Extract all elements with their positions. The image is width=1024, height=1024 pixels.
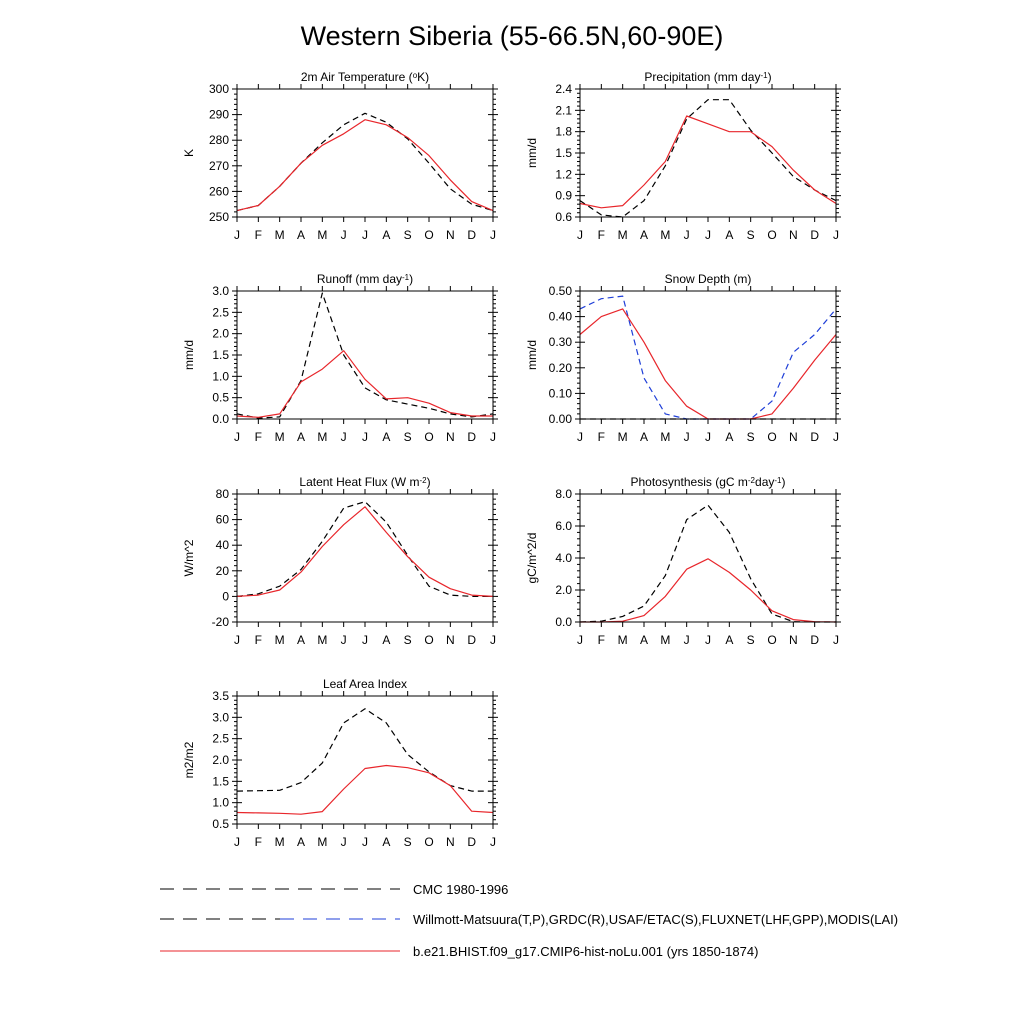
y-ticks-snow — [549, 284, 841, 426]
y-tick-label: 2.0 — [212, 326, 229, 341]
x-tick-label: S — [403, 835, 412, 849]
y-tick-label: 1.8 — [555, 124, 572, 139]
x-tick-label: J — [340, 228, 347, 242]
x-tick-label: M — [274, 633, 285, 647]
x-tick-label: F — [254, 633, 263, 647]
y-tick-label: 20 — [215, 563, 229, 578]
y-tick-label: 250 — [208, 210, 229, 224]
x-tick-label: N — [445, 835, 455, 849]
y-tick-label: 0 — [222, 589, 229, 604]
x-tick-label: N — [445, 228, 455, 242]
plot-frame-temp — [237, 89, 493, 217]
y-tick-label: 1.0 — [212, 795, 229, 810]
x-tick-label: M — [660, 633, 671, 647]
y-tick-label: 2.1 — [555, 103, 572, 118]
y-tick-label: 6.0 — [555, 519, 572, 533]
panel-title-precip: Precipitation (mm day-1) — [644, 70, 772, 84]
x-tick-label: M — [317, 430, 328, 444]
series-model-lai — [237, 766, 493, 815]
x-tick-label: J — [683, 430, 690, 444]
x-tick-label: D — [467, 430, 477, 444]
y-tick-label: 3.0 — [212, 710, 229, 725]
x-tick-label: N — [445, 633, 455, 647]
x-tick-label: F — [597, 430, 606, 444]
legend-label-cmc: CMC 1980-1996 — [413, 882, 509, 897]
y-tick-label: 1.5 — [212, 774, 229, 789]
panel-lai — [182, 677, 498, 849]
panels — [182, 70, 841, 849]
x-tick-label: J — [362, 430, 368, 444]
x-tick-label: J — [683, 633, 690, 647]
x-tick-label: J — [234, 633, 240, 647]
x-tick-label: F — [597, 633, 606, 647]
plot-frame-lai — [237, 696, 493, 824]
x-ticks-runoff — [234, 286, 496, 444]
series-model-temp — [237, 120, 493, 211]
x-tick-label: J — [340, 835, 347, 849]
y-tick-label: 0.5 — [212, 390, 229, 405]
x-tick-label: J — [490, 835, 496, 849]
x-tick-label: O — [424, 633, 434, 647]
x-tick-label: M — [274, 835, 285, 849]
legend — [160, 882, 898, 959]
series-obs-runoff — [237, 293, 493, 418]
panel-title-snow: Snow Depth (m) — [664, 272, 752, 286]
y-tick-label: 0.5 — [212, 817, 229, 831]
x-tick-label: J — [833, 633, 839, 647]
y-ticks-precip — [555, 82, 841, 224]
x-tick-label: M — [617, 430, 628, 444]
x-tick-label: N — [788, 228, 798, 242]
y-axis-label-lai: m2/m2 — [182, 741, 196, 779]
legend-label-obs: Willmott-Matsuura(T,P),GRDC(R),USAF/ETAC(S),FLUXNET(LHF,GPP),MODIS(LAI) — [413, 912, 899, 927]
y-tick-label: 0.30 — [548, 335, 572, 350]
y-tick-label: 3.5 — [212, 689, 229, 703]
x-tick-label: J — [705, 430, 711, 444]
y-ticks-temp — [209, 82, 498, 224]
series-model-lhf — [237, 507, 493, 597]
y-tick-label: 270 — [208, 158, 229, 173]
x-tick-label: F — [254, 430, 263, 444]
x-tick-label: A — [382, 430, 391, 444]
x-tick-label: J — [362, 633, 368, 647]
x-tick-label: M — [317, 633, 328, 647]
x-tick-label: J — [490, 430, 496, 444]
x-ticks-temp — [234, 84, 496, 242]
x-tick-label: F — [597, 228, 606, 242]
x-tick-label: A — [725, 228, 734, 242]
y-axis-label-snow: mm/d — [525, 340, 539, 370]
panel-runoff — [182, 272, 498, 444]
x-tick-label: M — [274, 228, 285, 242]
x-ticks-gpp — [577, 489, 839, 647]
plot-frame-precip — [580, 89, 836, 217]
x-tick-label: J — [705, 633, 711, 647]
x-tick-label: J — [234, 228, 240, 242]
y-ticks-gpp — [555, 487, 841, 629]
x-tick-label: O — [767, 633, 777, 647]
x-tick-label: S — [403, 633, 412, 647]
y-axis-label-lhf: W/m^2 — [182, 539, 196, 577]
plot-frame-runoff — [237, 291, 493, 419]
x-tick-label: N — [788, 633, 798, 647]
y-tick-label: 0.0 — [555, 615, 572, 629]
y-tick-label: -20 — [211, 615, 229, 629]
plot-frame-lhf — [237, 494, 493, 622]
y-tick-label: 0.00 — [548, 412, 572, 426]
y-tick-label: 0.0 — [212, 412, 229, 426]
y-tick-label: 1.5 — [555, 146, 572, 160]
x-tick-label: S — [403, 430, 412, 444]
x-tick-label: J — [362, 835, 368, 849]
y-tick-label: 300 — [208, 82, 229, 96]
x-tick-label: D — [810, 430, 820, 444]
x-tick-label: O — [424, 228, 434, 242]
panel-title-temp: 2m Air Temperature (oK) — [300, 70, 430, 84]
x-tick-label: J — [833, 228, 839, 242]
x-tick-label: A — [725, 430, 734, 444]
x-tick-label: J — [577, 430, 583, 444]
x-tick-label: J — [234, 835, 240, 849]
x-tick-label: S — [746, 633, 755, 647]
series-model-gpp — [580, 559, 836, 622]
x-tick-label: J — [362, 228, 368, 242]
y-tick-label: 60 — [215, 512, 229, 527]
x-tick-label: M — [317, 835, 328, 849]
panel-title-lhf: Latent Heat Flux (W m-2) — [299, 475, 431, 489]
x-tick-label: D — [467, 633, 477, 647]
x-tick-label: J — [340, 633, 347, 647]
y-tick-label: 8.0 — [555, 487, 572, 501]
series-model-precip — [580, 116, 836, 208]
x-tick-label: O — [424, 430, 434, 444]
panel-lhf — [182, 475, 498, 647]
series-obs-temp — [237, 113, 493, 210]
series-obs-precip — [580, 100, 836, 217]
y-tick-label: 0.10 — [548, 386, 572, 401]
y-axis-label-gpp: gC/m^2/d — [525, 532, 539, 584]
x-tick-label: F — [254, 228, 263, 242]
x-tick-label: A — [639, 633, 649, 647]
x-tick-label: F — [254, 835, 263, 849]
panel-snow — [525, 272, 841, 444]
x-tick-label: A — [639, 430, 649, 444]
y-ticks-lai — [212, 689, 498, 831]
x-tick-label: O — [424, 835, 434, 849]
x-tick-label: D — [467, 228, 477, 242]
x-ticks-lhf — [234, 489, 496, 647]
x-tick-label: O — [767, 228, 777, 242]
x-tick-label: A — [725, 633, 734, 647]
x-tick-label: N — [445, 430, 455, 444]
y-axis-label-runoff: mm/d — [182, 340, 196, 370]
x-tick-label: A — [296, 835, 306, 849]
y-tick-label: 3.0 — [212, 284, 229, 298]
y-tick-label: 40 — [215, 538, 229, 553]
y-tick-label: 2.0 — [212, 753, 229, 767]
y-tick-label: 1.2 — [555, 167, 572, 182]
y-tick-label: 2.0 — [555, 583, 572, 597]
y-tick-label: 0.9 — [555, 188, 572, 203]
y-tick-label: 0.40 — [548, 309, 572, 324]
panel-title-lai: Leaf Area Index — [322, 677, 408, 691]
y-tick-label: 0.6 — [555, 210, 572, 224]
y-tick-label: 1.5 — [212, 348, 229, 362]
x-tick-label: S — [403, 228, 412, 242]
x-tick-label: A — [296, 228, 306, 242]
x-tick-label: M — [617, 228, 628, 242]
y-tick-label: 2.5 — [212, 305, 229, 320]
y-tick-label: 260 — [208, 184, 229, 199]
x-tick-label: O — [767, 430, 777, 444]
y-axis-label-precip: mm/d — [525, 138, 539, 168]
x-tick-label: J — [705, 228, 711, 242]
figure-title: Western Siberia (55-66.5N,60-90E) — [300, 21, 724, 51]
x-ticks-lai — [234, 691, 496, 849]
x-tick-label: A — [382, 835, 391, 849]
series-obs_alt-snow — [580, 296, 836, 419]
x-tick-label: A — [382, 633, 391, 647]
series-model-snow — [580, 309, 836, 419]
y-tick-label: 0.50 — [548, 284, 572, 298]
x-tick-label: D — [810, 228, 820, 242]
series-model-runoff — [237, 351, 493, 418]
plot-frame-gpp — [580, 494, 836, 622]
x-tick-label: J — [683, 228, 690, 242]
y-tick-label: 2.5 — [212, 731, 229, 746]
y-ticks-lhf — [212, 487, 498, 629]
x-tick-label: A — [296, 430, 306, 444]
x-tick-label: S — [746, 430, 755, 444]
y-tick-label: 80 — [215, 487, 229, 501]
y-tick-label: 280 — [208, 133, 229, 148]
legend-label-model: b.e21.BHIST.f09_g17.CMIP6-hist-noLu.001 (yrs 1850-1874) — [413, 944, 759, 959]
y-tick-label: 2.4 — [555, 82, 572, 96]
series-obs-lhf — [237, 502, 493, 597]
y-tick-label: 290 — [208, 107, 229, 122]
y-tick-label: 0.20 — [548, 360, 572, 375]
x-tick-label: M — [617, 633, 628, 647]
x-tick-label: J — [577, 228, 583, 242]
y-axis-label-temp: K — [182, 148, 196, 158]
x-tick-label: M — [660, 228, 671, 242]
y-ticks-runoff — [212, 284, 498, 426]
x-tick-label: D — [467, 835, 477, 849]
x-tick-label: J — [833, 430, 839, 444]
panel-title-runoff: Runoff (mm day-1) — [316, 272, 414, 286]
y-tick-label: 1.0 — [212, 369, 229, 384]
x-tick-label: J — [490, 228, 496, 242]
x-tick-label: M — [660, 430, 671, 444]
x-tick-label: D — [810, 633, 820, 647]
x-tick-label: A — [639, 228, 649, 242]
x-tick-label: J — [340, 430, 347, 444]
y-tick-label: 4.0 — [555, 551, 572, 565]
x-tick-label: J — [577, 633, 583, 647]
x-tick-label: A — [296, 633, 306, 647]
x-tick-label: A — [382, 228, 391, 242]
panel-title-gpp: Photosynthesis (gC m-2day-1) — [630, 475, 786, 489]
panel-temp — [182, 70, 498, 242]
x-tick-label: S — [746, 228, 755, 242]
series-obs-gpp — [580, 505, 836, 622]
panel-precip — [525, 70, 841, 242]
x-ticks-snow — [577, 286, 839, 444]
x-tick-label: N — [788, 430, 798, 444]
x-tick-label: M — [274, 430, 285, 444]
x-tick-label: J — [490, 633, 496, 647]
x-tick-label: M — [317, 228, 328, 242]
x-tick-label: J — [234, 430, 240, 444]
x-ticks-precip — [577, 84, 839, 242]
panel-gpp — [525, 475, 841, 647]
series-obs-lai — [237, 709, 493, 791]
